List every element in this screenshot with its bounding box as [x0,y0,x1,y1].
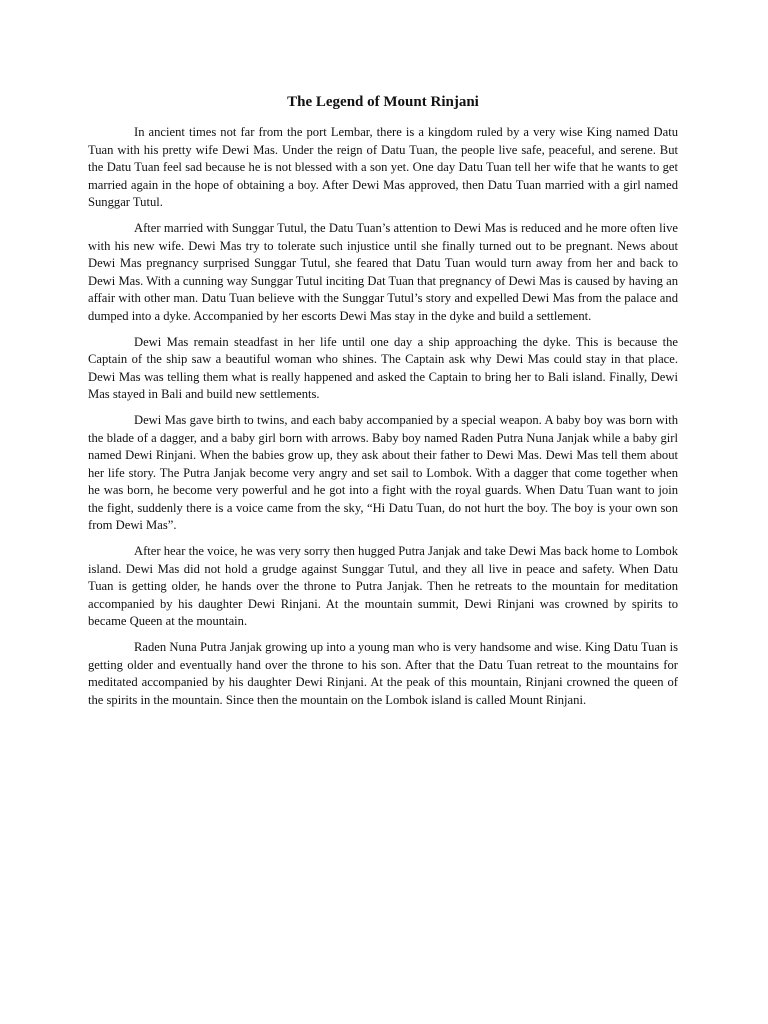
paragraph-1: In ancient times not far from the port Lembar, there is a kingdom ruled by a very wise King named Datu Tuan with his pretty wife Dewi Mas. Under the reign of Datu Tuan, the people live safe, peaceful, and serene. But the Datu Tuan feel sad because he is not blessed with a son yet. One day Datu Tuan tell her wife that he wants to get married again in the hope of obtaining a boy. After Dewi Mas approved, then Datu Tuan married with a girl named Sunggar Tutul. [88,125,678,210]
paragraph-6: Raden Nuna Putra Janjak growing up into a young man who is very handsome and wise. King Datu Tuan is getting older and eventually hand over the throne to his son. After that the Datu Tuan retreat to the mountains for meditated accompanied by his daughter Dewi Rinjani. At the peak of this mountain, Rinjani crowned the queen of the spirits in the mountain. Since then the mountain on the Lombok island is called Mount Rinjani. [88,640,678,707]
paragraph-4: Dewi Mas gave birth to twins, and each baby accompanied by a special weapon. A baby boy was born with the blade of a dagger, and a baby girl born with arrows. Baby boy named Raden Putra Nuna Janjak while a baby girl named Dewi Rinjani. When the babies grow up, they ask about their father to Dewi Mas. Dewi Mas tell them about her life story. The Putra Janjak become very angry and set sail to Lombok. With a dagger that come together when he was born, he become very powerful and he got into a fight with the royal guards. When Datu Tuan want to join the fight, suddenly there is a voice came from the sky, “Hi Datu Tuan, do not hurt the boy. The boy is your own son from Dewi Mas”. [88,412,678,533]
document-title: The Legend of Mount Rinjani [287,94,479,110]
paragraph-2: After married with Sunggar Tutul, the Datu Tuan’s attention to Dewi Mas is reduced and he more often live with his new wife. Dewi Mas try to tolerate such injustice until she finally turned out to be pregnant. News about Dewi Mas pregnancy surprised Sunggar Tutul, she feared that Datu Tuan would turn away from her and back to Dewi Mas. With a cunning way Sunggar Tutul inciting Dat Tuan that pregnancy of Dewi Mas is caused by having an affair with other man. Datu Tuan believe with the Sunggar Tutul’s story and expelled Dewi Mas from the palace and dumped into a dyke. Accompanied by her escorts Dewi Mas stay in the dyke and build a settlement. [88,220,678,323]
paragraph-3: Dewi Mas remain steadfast in her life until one day a ship approaching the dyke. This is because the Captain of the ship saw a beautiful woman who shines. The Captain ask why Dewi Mas could stay in that place. Dewi Mas was telling them what is really happened and asked the Captain to bring her to Bali island. Finally, Dewi Mas stayed in Bali and build new settlements. [88,334,678,402]
document-page [88,92,678,717]
paragraph-5: After hear the voice, he was very sorry then hugged Putra Janjak and take Dewi Mas back home to Lombok island. Dewi Mas did not hold a grudge against Sunggar Tutul, and they all live in peace and safety. When Datu Tuan is getting older, he hands over the throne to Putra Janjak. Then he retreats to the mountain for meditation accompanied by his daughter Dewi Rinjani. At the mountain summit, Dewi Rinjani was crowned by spirits to became Queen at the mountain. [88,544,678,629]
